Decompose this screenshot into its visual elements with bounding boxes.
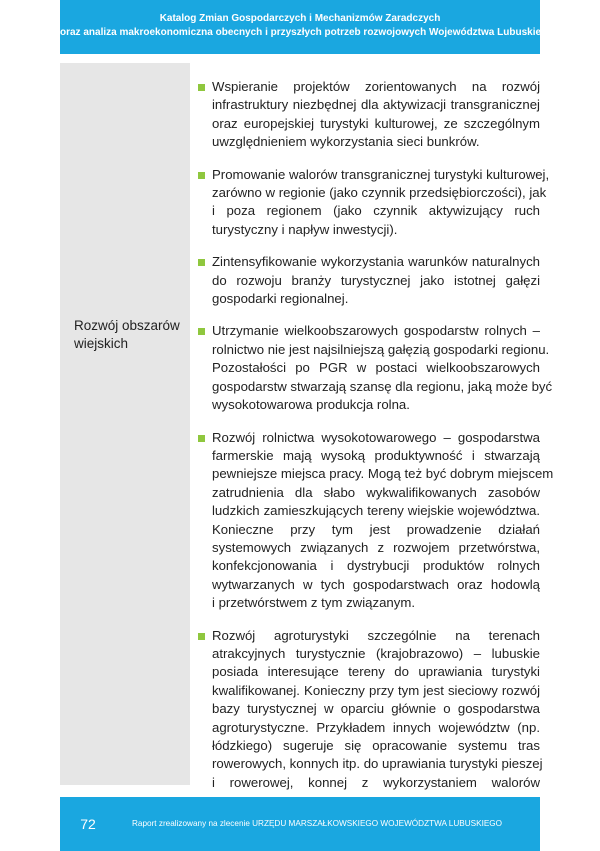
text-line: zarówno w regionie (jako czynnik przedsiębiorczości), jak [212, 185, 547, 201]
text-line: ludzkich zamieszkujących tereny wiejskie województwa. [212, 503, 540, 519]
list-item [198, 253, 540, 308]
square-bullet-icon [198, 84, 205, 91]
text-line: rowerowych, konnych itp. do uprawiania turystyki pieszej [212, 756, 543, 772]
text-line: do rozwoju branży turystycznej jako istotnej gałęzi [212, 272, 540, 288]
text-line: Zintensyfikowanie wykorzystania warunków naturalnych [212, 254, 540, 270]
text-line: Rozwój agroturystyki szczególnie na terenach [212, 627, 540, 643]
text-line: Promowanie walorów transgranicznej turystyki kulturowej, [212, 166, 550, 182]
category-label [74, 317, 186, 353]
text-line: bazy turystycznej w oparciu głównie o gospodarstwa [212, 701, 540, 717]
text-line: oraz europejskiej turystyki kulturowej, ze szczególnym [212, 115, 540, 131]
square-bullet-icon [198, 172, 205, 179]
text-line: i rowerowej, konnej z wykorzystaniem walorów [212, 774, 540, 790]
text-line: i przetwórstwem z tym związanym. [212, 595, 415, 611]
text-line: wytwarzanych w tych gospodarstwach oraz hodowlą [212, 576, 540, 592]
text-line: wysokotowarowa produkcja rolna. [212, 397, 410, 413]
list-item [198, 322, 553, 414]
square-bullet-icon [198, 328, 205, 335]
page-number: 72 [80, 816, 96, 832]
square-bullet-icon [198, 435, 205, 442]
list-item [198, 429, 554, 613]
text-line: farmerskie mają wysoką produktywność i stwarzają [212, 447, 540, 463]
list-item-text [212, 322, 553, 414]
text-line: Rozwój rolnictwa wysokotowarowego – gospodarstwa [212, 429, 540, 445]
text-line: atrakcyjnych turystycznie (krajobrazowo) – lubuskie [212, 645, 540, 661]
text-line: posiada interesujące tereny do uprawiania turystyki [212, 664, 540, 680]
text-line: konfekcjonowania i dystrybucji produktów rolnych [212, 558, 540, 574]
list-item [198, 166, 550, 240]
text-line: systemowych związanych z rozwojem przetwórstwa, [212, 539, 540, 555]
category-label-line2: wiejskich [74, 336, 129, 351]
text-line: Utrzymanie wielkoobszarowych gospodarstw rolnych – [212, 323, 540, 339]
text-line: turystyczny i napływ inwestycji). [212, 221, 398, 237]
footer-text: Raport zrealizowany na zlecenie URZĘDU MARSZAŁKOWSKIEGO WOJEWÓDZTWA LUBUSKIEGO [132, 819, 503, 828]
header-title-line2: oraz analiza makroekonomiczna obecnych i przyszłych potrzeb rozwojowych Województwa Lubuskiego [60, 27, 554, 38]
page-header [60, 0, 554, 54]
square-bullet-icon [198, 633, 205, 640]
text-line: gospodarki regionalnej. [212, 291, 349, 307]
text-line: łódzkiego) sugeruje się opracowanie systemu tras [212, 738, 540, 753]
text-line: rolnictwo nie jest najsilniejszą gałęzią gospodarki regionu. [212, 341, 550, 357]
text-line: pewniejsze miejsca pracy. Mogą też być dobrym miejscem [212, 466, 554, 482]
list-item-text [212, 166, 550, 240]
text-line: Konieczne przy tym jest prowadzenie działań [212, 521, 540, 537]
category-label-line1: Rozwój obszarów [74, 318, 180, 333]
text-line: zatrudnienia dla słabo wykwalifikowanych zasobów [212, 484, 540, 500]
category-column [60, 63, 190, 785]
text-line: i poza regionem (jako czynnik aktywizujący ruch [212, 203, 540, 219]
list-item-text [212, 253, 540, 308]
square-bullet-icon [198, 259, 205, 266]
bullet-list [198, 64, 554, 792]
list-item-text [212, 627, 543, 793]
text-line: kwalifikowanej. Konieczny przy tym jest sieciowy rozwój [212, 682, 540, 698]
text-line: Pozostałości po PGR w postaci wielkoobszarowych [212, 360, 540, 376]
text-line: gospodarstw stwarzają szansę dla regionu, jaką może być [212, 378, 553, 394]
list-item-text [212, 78, 540, 152]
list-item [198, 78, 540, 152]
list-item [198, 627, 543, 793]
page-footer [60, 797, 540, 851]
list-item-text [212, 429, 554, 613]
header-title-line1: Katalog Zmian Gospodarczych i Mechanizmów Zaradczych [159, 13, 441, 24]
text-line: Wspieranie projektów zorientowanych na rozwój [212, 79, 540, 94]
text-line: uwzględnieniem wykorzystania sieci bunkrów. [212, 134, 480, 150]
text-line: agroturystyczne. Przykładem innych województw (np. [212, 719, 540, 735]
text-line: infrastruktury niezbędnej dla aktywizacji transgranicznej [212, 97, 540, 113]
